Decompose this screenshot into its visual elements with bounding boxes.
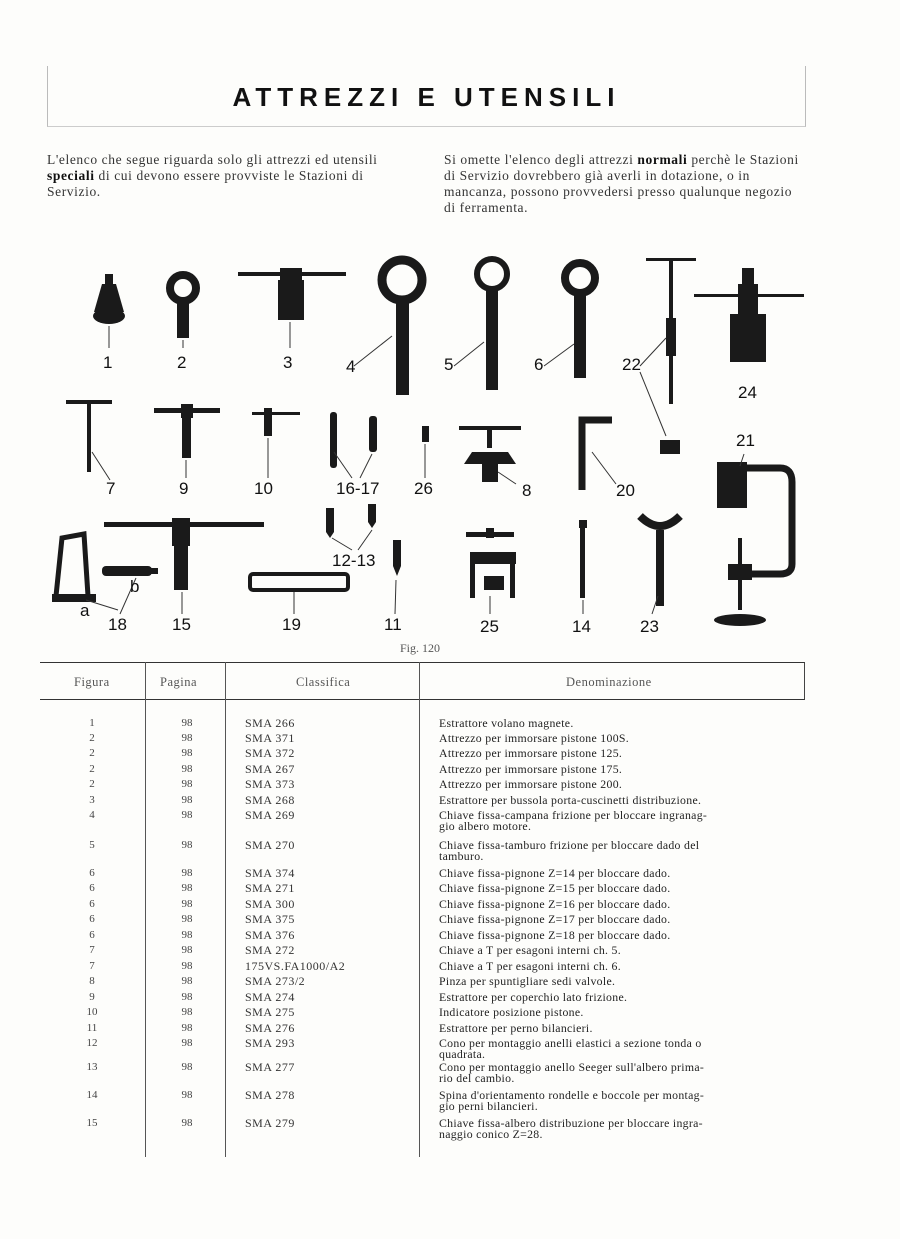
denominazione-line: Chiave fissa-campana frizione per bloccare ingranag- [439,808,708,822]
denominazione-line: rio del cambio. [439,1071,515,1085]
cell-pagina: 98 [181,913,193,925]
cell-pagina: 98 [181,1022,193,1034]
cell-classifica: SMA 293 [245,1036,295,1050]
cell-pagina: 98 [181,763,193,775]
cell-denominazione [439,976,784,987]
denominazione-line: Chiave fissa-pignone Z=16 per bloccare dado. [439,897,671,911]
denominazione-line: Chiave fissa-pignone Z=17 per bloccare dado. [439,912,671,926]
tool-24-drawing [694,268,804,362]
cell-figura: 6 [89,929,95,941]
label-16-17: 16-17 [336,479,380,498]
cell-classifica: SMA 267 [245,762,295,776]
cell-pagina: 98 [181,1061,193,1073]
cell-denominazione [439,764,784,775]
cell-denominazione [439,733,784,744]
denominazione-line: Attrezzo per immorsare pistone 100S. [439,731,629,745]
cell-pagina: 98 [181,794,193,806]
tool-9-drawing [154,404,220,458]
cell-figura: 2 [89,778,95,790]
cell-denominazione [439,748,784,759]
denominazione-line: Estrattore per coperchio lato frizione. [439,990,628,1004]
intro-right-text-end: perchè le Stazioni di Servizio dovrebbero già averli in dotazione, o in mancanza, possono provvedersi presso qualunque negozio di ferramenta. [444,152,799,215]
tool-26-drawing [422,426,429,442]
cell-denominazione [439,883,784,894]
cell-classifica: SMA 274 [245,990,295,1004]
cell-figura: 4 [89,809,95,821]
cell-denominazione [439,930,784,941]
cell-denominazione [439,1023,784,1034]
denominazione-line: Spina d'orientamento rondelle e boccole per montag- [439,1088,705,1102]
denominazione-line: Cono per montaggio anelli elastici a sezione tonda o [439,1036,702,1050]
tool-23-drawing [640,516,680,606]
intro-left-text-end: di cui devono essere provviste le Stazioni di Servizio. [47,168,364,199]
table-header [40,662,805,700]
tool-1-drawing [93,274,125,324]
tool-25-drawing [466,528,516,598]
intro-left-text: L'elenco che segue riguarda solo gli attrezzi ed utensili [47,152,378,167]
cell-pagina: 98 [181,898,193,910]
label-4: 4 [346,357,356,376]
cell-figura: 15 [86,1117,98,1129]
label-15: 15 [172,615,191,634]
denominazione-line: Attrezzo per immorsare pistone 125. [439,746,623,760]
cell-classifica: SMA 376 [245,928,295,942]
denominazione-line: gio albero motore. [439,819,532,833]
cell-pagina: 98 [181,1006,193,1018]
denominazione-line: Estrattore volano magnete. [439,716,574,730]
intro-left-paragraph [47,152,407,200]
denominazione-line: Chiave a T per esagoni interni ch. 6. [439,959,621,973]
denominazione-line: quadrata. [439,1047,486,1061]
label-21: 21 [736,431,755,450]
cell-figura: 2 [89,747,95,759]
header-denominazione: Denominazione [566,675,652,689]
denominazione-line: tamburo. [439,849,484,863]
cell-classifica: SMA 273/2 [245,974,306,988]
tool-20-drawing [582,420,612,490]
cell-pagina: 98 [181,717,193,729]
title-box [47,66,806,127]
cell-denominazione [439,945,784,956]
denominazione-line: Chiave fissa-pignone Z=14 per bloccare dado. [439,866,671,880]
label-14: 14 [572,617,591,636]
cell-pagina: 98 [181,867,193,879]
column-divider [419,662,420,1157]
denominazione-line: naggio conico Z=28. [439,1127,543,1141]
header-figura: Figura [74,675,110,689]
tool-8-drawing [459,426,521,482]
cell-classifica: SMA 375 [245,912,295,926]
cell-denominazione [439,1062,784,1084]
cell-pagina: 98 [181,747,193,759]
denominazione-line: Chiave a T per esagoni interni ch. 5. [439,943,621,957]
tool-19-drawing [250,574,348,590]
cell-figura: 5 [89,839,95,851]
column-divider [145,662,146,1157]
tool-18-drawing [52,534,158,602]
cell-classifica: SMA 271 [245,881,295,895]
intro-left-bold: speciali [47,168,95,183]
tools-figure [40,240,880,640]
label-3: 3 [283,353,293,372]
cell-pagina: 98 [181,732,193,744]
label-12-13: 12-13 [332,551,376,570]
cell-pagina: 98 [181,1089,193,1101]
cell-classifica: SMA 279 [245,1116,295,1130]
tool-16-17-drawing [330,412,377,468]
tool-10-drawing [252,408,300,436]
cell-classifica: SMA 278 [245,1088,295,1102]
cell-classifica: SMA 266 [245,716,295,730]
tool-4-drawing [382,260,422,395]
denominazione-line: Chiave fissa-pignone Z=15 per bloccare dado. [439,881,671,895]
column-divider [225,662,226,1157]
cell-classifica: SMA 374 [245,866,295,880]
denominazione-line: Attrezzo per immorsare pistone 200. [439,777,623,791]
denominazione-line: Chiave fissa-albero distribuzione per bloccare ingra- [439,1116,703,1130]
tool-21-drawing [714,462,792,626]
cell-figura: 14 [86,1089,98,1101]
tools-table [40,662,805,1157]
label-11: 11 [384,615,402,634]
label-9: 9 [179,479,189,498]
figure-caption: Fig. 120 [400,641,441,655]
cell-denominazione [439,1007,784,1018]
denominazione-line: Indicatore posizione pistone. [439,1005,584,1019]
cell-classifica: SMA 276 [245,1021,295,1035]
cell-classifica: SMA 277 [245,1060,295,1074]
cell-figura: 6 [89,913,95,925]
cell-figura: 6 [89,867,95,879]
tool-3-drawing [238,268,346,320]
tool-22-drawing [646,258,696,454]
cell-figura: 12 [86,1037,98,1049]
cell-classifica: SMA 372 [245,746,295,760]
label-26: 26 [414,479,433,498]
cell-denominazione [439,992,784,1003]
cell-classifica: SMA 300 [245,897,295,911]
tool-15-drawing [104,518,264,590]
cell-pagina: 98 [181,944,193,956]
label-20: 20 [616,481,635,500]
cell-pagina: 98 [181,929,193,941]
label-7: 7 [106,479,116,498]
cell-figura: 7 [89,944,95,956]
cell-denominazione [439,961,784,972]
tool-6-drawing [565,263,595,378]
cell-figura: 10 [86,1006,98,1018]
label-10: 10 [254,479,273,498]
cell-pagina: 98 [181,839,193,851]
denominazione-line: Estrattore per perno bilancieri. [439,1021,593,1035]
cell-classifica: SMA 371 [245,731,295,745]
cell-classifica: 175VS.FA1000/A2 [245,959,346,973]
denominazione-line: Estrattore per bussola porta-cuscinetti distribuzione. [439,793,702,807]
cell-figura: 11 [86,1022,98,1034]
cell-figura: 9 [89,991,95,1003]
cell-classifica: SMA 272 [245,943,295,957]
label-6: 6 [534,355,544,374]
tool-12-13-drawing [326,504,376,538]
cell-pagina: 98 [181,809,193,821]
cell-figura: 3 [89,794,95,806]
cell-denominazione [439,779,784,790]
label-25: 25 [480,617,499,636]
page-title: ATTREZZI E UTENSILI [232,82,621,112]
label-5: 5 [444,355,454,374]
tool-11-drawing [393,540,401,576]
cell-denominazione [439,795,784,806]
intro-right-paragraph [444,152,806,216]
tool-14-drawing [579,520,587,598]
tool-5-drawing [477,259,507,390]
cell-classifica: SMA 275 [245,1005,295,1019]
tool-2-drawing [170,275,196,338]
denominazione-line: Pinza per spuntigliare sedi valvole. [439,974,616,988]
label-2: 2 [177,353,187,372]
label-b: b [130,577,140,596]
cell-figura: 1 [89,717,95,729]
cell-figura: 13 [86,1061,98,1073]
cell-pagina: 98 [181,882,193,894]
denominazione-line: Cono per montaggio anello Seeger sull'albero prima- [439,1060,705,1074]
denominazione-line: Chiave fissa-pignone Z=18 per bloccare dado. [439,928,671,942]
cell-classifica: SMA 373 [245,777,295,791]
label-8: 8 [522,481,532,500]
cell-denominazione [439,868,784,879]
cell-pagina: 98 [181,778,193,790]
cell-pagina: 98 [181,1117,193,1129]
cell-denominazione [439,840,784,862]
tool-7-drawing [66,400,112,472]
header-pagina: Pagina [160,675,198,689]
cell-figura: 6 [89,898,95,910]
header-classifica: Classifica [296,675,351,689]
label-a: a [80,601,90,620]
intro-right-bold: normali [637,152,688,167]
cell-figura: 8 [89,975,95,987]
cell-pagina: 98 [181,991,193,1003]
denominazione-line: Attrezzo per immorsare pistone 175. [439,762,623,776]
cell-figura: 7 [89,960,95,972]
intro-right-text: Si omette l'elenco degli attrezzi [444,152,638,167]
cell-denominazione [439,718,784,729]
denominazione-line: gio perni bilancieri. [439,1099,539,1113]
label-24: 24 [738,383,757,402]
denominazione-line: Chiave fissa-tamburo frizione per bloccare dado del [439,838,700,852]
cell-pagina: 98 [181,960,193,972]
cell-figura: 2 [89,763,95,775]
cell-pagina: 98 [181,975,193,987]
label-1: 1 [103,353,113,372]
cell-classifica: SMA 268 [245,793,295,807]
cell-figura: 2 [89,732,95,744]
cell-denominazione [439,1118,784,1140]
cell-figura: 6 [89,882,95,894]
cell-denominazione [439,810,784,832]
cell-classifica: SMA 269 [245,808,295,822]
cell-denominazione [439,914,784,925]
label-19: 19 [282,615,301,634]
cell-denominazione [439,1090,784,1112]
cell-denominazione [439,1038,784,1060]
label-22: 22 [622,355,641,374]
cell-classifica: SMA 270 [245,838,295,852]
label-23: 23 [640,617,659,636]
cell-denominazione [439,899,784,910]
cell-pagina: 98 [181,1037,193,1049]
label-18: 18 [108,615,127,634]
